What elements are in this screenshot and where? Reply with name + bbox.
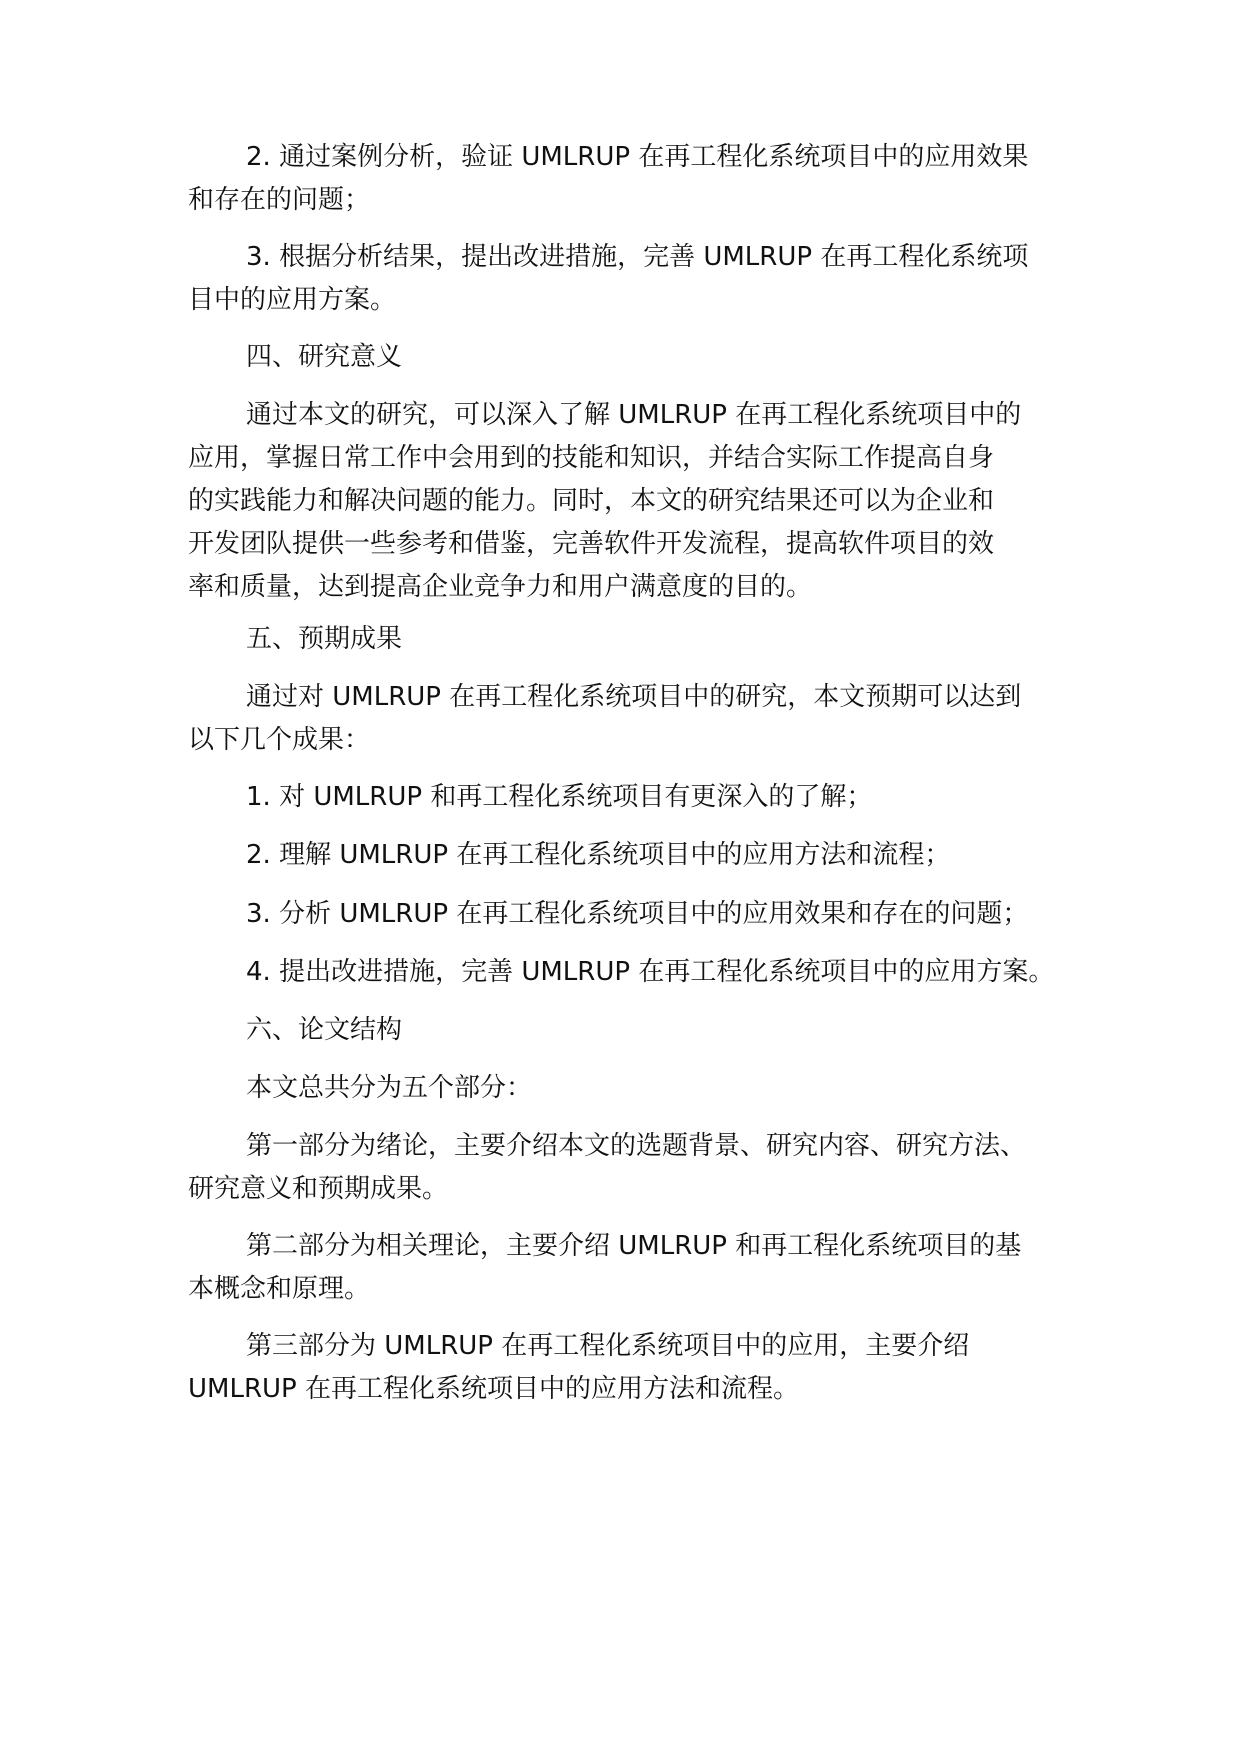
paragraph-part-three: 第三部分为 UMLRUP 在再工程化系统项目中的应用，主要介绍 UMLRUP 在再工程化系统项目中的应用方法和流程。 <box>188 1331 970 1404</box>
paragraph-expected-results-intro: 通过对 UMLRUP 在再工程化系统项目中的研究，本文预期可以达到 以下几个成果： <box>188 682 1022 755</box>
result-item-3: 3. 分析 UMLRUP 在再工程化系统项目中的应用效果和存在的问题； <box>246 899 1029 929</box>
paragraph-part-one: 第一部分为绪论，主要介绍本文的选题背景、研究内容、研究方法、 研究意义和预期成果。 <box>188 1131 1027 1204</box>
section-heading-expected-results: 五、预期成果 <box>246 624 403 654</box>
result-item-4: 4. 提出改进措施，完善 UMLRUP 在再工程化系统项目中的应用方案。 <box>246 957 1055 987</box>
section-heading-significance: 四、研究意义 <box>246 342 403 372</box>
result-item-2: 2. 理解 UMLRUP 在再工程化系统项目中的应用方法和流程； <box>246 840 951 870</box>
paragraph-significance: 通过本文的研究，可以深入了解 UMLRUP 在再工程化系统项目中的 应用，掌握日常工作中会用到的技能和知识，并结合实际工作提高自身 的实践能力和解决问题的能力。同时，本文的研究结果还可以为企业和 开发团队提供一些参考和借鉴，完善软件开发流程，提高软件项目的效 率和质量，达到提高企业竞争力和用户满意度的目的。 <box>188 400 1022 602</box>
paragraph-part-two: 第二部分为相关理论，主要介绍 UMLRUP 和再工程化系统项目的基 本概念和原理。 <box>188 1231 1022 1304</box>
section-heading-thesis-structure: 六、论文结构 <box>246 1015 403 1045</box>
result-item-1: 1. 对 UMLRUP 和再工程化系统项目有更深入的了解； <box>246 782 873 812</box>
list-item-3-improve: 3. 根据分析结果，提出改进措施，完善 UMLRUP 在再工程化系统项 目中的应用方案。 <box>188 242 1029 315</box>
paragraph-structure-intro: 本文总共分为五个部分： <box>246 1073 533 1103</box>
list-item-2-verify: 2. 通过案例分析，验证 UMLRUP 在再工程化系统项目中的应用效果 和存在的问题； <box>188 142 1029 215</box>
